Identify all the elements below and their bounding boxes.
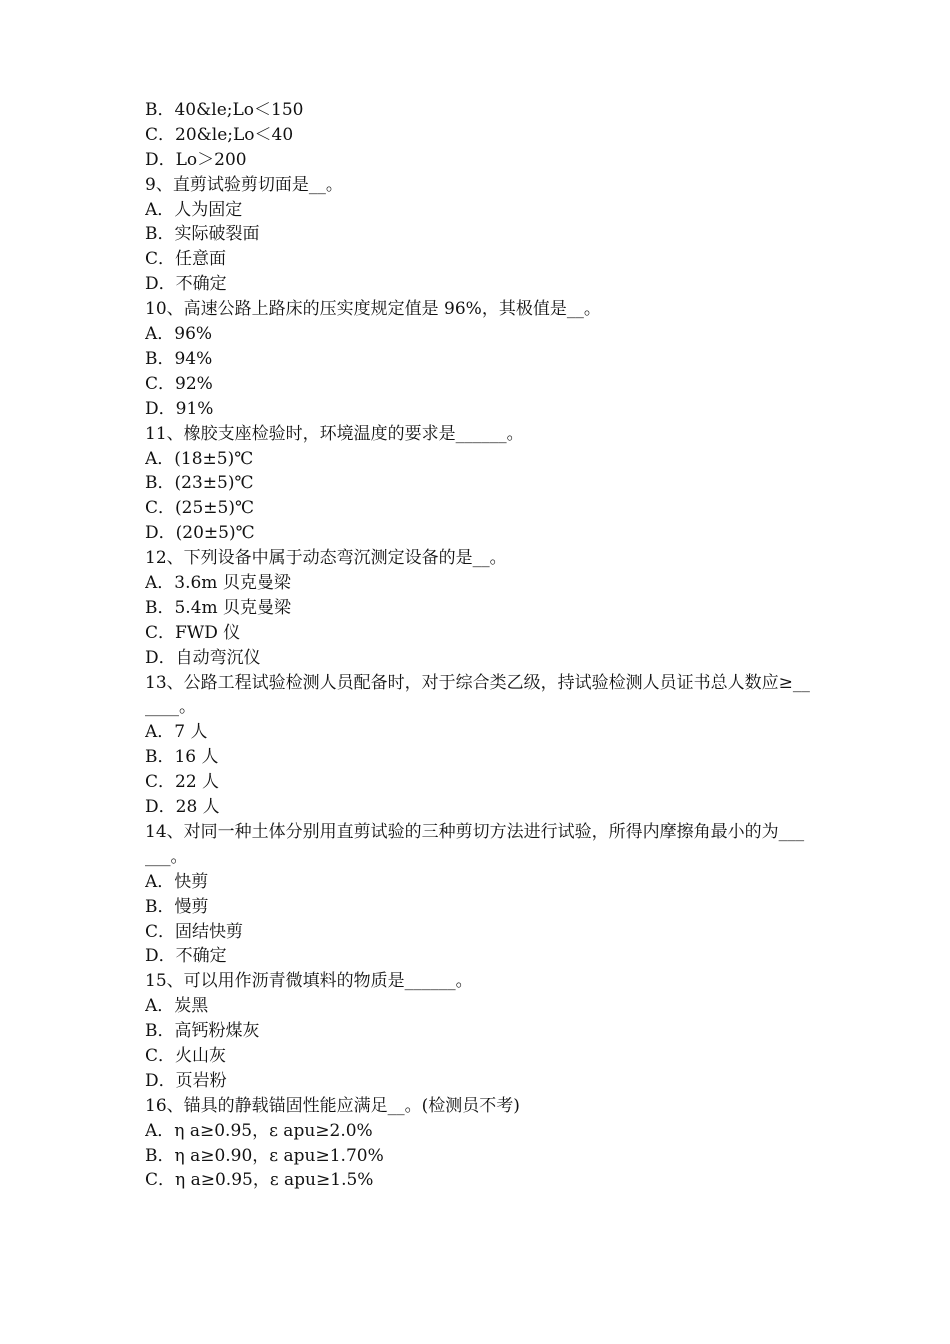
answer-option: B．(23±5)℃ <box>145 473 254 494</box>
answer-option: A．96% <box>145 324 213 345</box>
question-text: 11、橡胶支座检验时，环境温度的要求是______。 <box>145 423 524 444</box>
answer-option: B．94% <box>145 348 213 369</box>
answer-option: B．40&le;Lo＜150 <box>145 100 304 120</box>
answer-option: D．不确定 <box>145 946 227 967</box>
question-text: 10、高速公路上路床的压实度规定值是 96%，其极值是__。 <box>145 299 601 320</box>
question-text: 15、可以用作沥青微填料的物质是______。 <box>145 971 473 992</box>
exam-text-body <box>145 98 810 1193</box>
answer-option: C．22 人 <box>145 772 220 793</box>
answer-option: D．91% <box>145 398 214 419</box>
answer-option: D．不确定 <box>145 274 227 295</box>
answer-option: A．(18±5)℃ <box>145 448 254 469</box>
answer-option: B．5.4m 贝克曼梁 <box>145 597 292 618</box>
answer-option: C．任意面 <box>145 249 227 270</box>
answer-option: D．28 人 <box>145 797 220 818</box>
answer-option: A．炭黑 <box>145 996 209 1017</box>
answer-option: C．固结快剪 <box>145 921 244 942</box>
answer-option: C．η a≥0.95，ε apu≥1.5% <box>145 1170 374 1191</box>
answer-option: D．Lo＞200 <box>145 149 247 170</box>
question-text: 9、直剪试验剪切面是__。 <box>145 174 343 195</box>
question-text: 14、对同一种土体分别用直剪试验的三种剪切方法进行试验，所得内摩擦角最小的为______。 <box>145 821 805 867</box>
answer-option: A．η a≥0.95，ε apu≥2.0% <box>145 1120 373 1141</box>
answer-option: B．实际破裂面 <box>145 224 260 245</box>
answer-option: D．(20±5)℃ <box>145 523 255 544</box>
answer-option: A．人为固定 <box>145 199 243 220</box>
answer-option: C．FWD 仪 <box>145 622 241 643</box>
answer-option: B．16 人 <box>145 747 219 768</box>
question-text: 13、公路工程试验检测人员配备时，对于综合类乙级，持试验检测人员证书总人数应≥______。 <box>145 672 810 718</box>
answer-option: B．慢剪 <box>145 896 209 917</box>
answer-option: A．7 人 <box>145 722 208 743</box>
answer-option: D．自动弯沉仪 <box>145 647 261 668</box>
answer-option: B．η a≥0.90，ε apu≥1.70% <box>145 1145 384 1166</box>
answer-option: C．(25±5)℃ <box>145 498 254 519</box>
question-text: 12、下列设备中属于动态弯沉测定设备的是__。 <box>145 548 507 569</box>
answer-option: A．快剪 <box>145 871 209 892</box>
answer-option: C．火山灰 <box>145 1045 227 1066</box>
answer-option: C．20&le;Lo＜40 <box>145 124 294 145</box>
answer-option: D．页岩粉 <box>145 1070 227 1091</box>
answer-option: C．92% <box>145 373 213 394</box>
question-text: 16、锚具的静载锚固性能应满足__。(检测员不考) <box>145 1095 520 1116</box>
answer-option: A．3.6m 贝克曼梁 <box>145 572 291 593</box>
answer-option: B．高钙粉煤灰 <box>145 1021 260 1042</box>
